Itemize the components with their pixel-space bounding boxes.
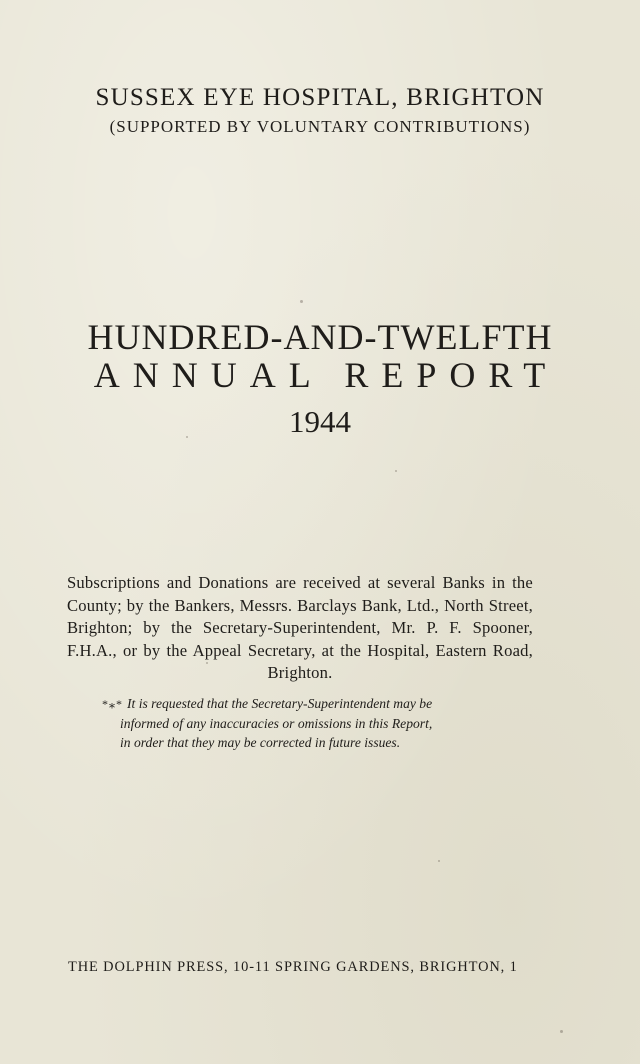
report-title-line-2: ANNUAL REPORT (93, 355, 559, 395)
support-line: (SUPPORTED BY VOLUNTARY CONTRIBUTIONS) (109, 117, 531, 136)
note-line-3: in order that they may be corrected in future issues. (120, 735, 401, 750)
paper-speck (438, 860, 440, 862)
note-line-2: informed of any inaccuracies or omissions in this Report, (120, 716, 433, 731)
asterism-mark: *⁎* (102, 697, 123, 711)
correction-note (102, 694, 482, 752)
paper-speck (206, 662, 208, 664)
subscriptions-paragraph: Subscriptions and Donations are received at several Banks in the County; by the Bankers, Messrs. Barclays Bank, Ltd., North Street, Brighton; by the Secretary-Superintendent, Mr. P. F. Spooner, F.H.A., or by the Appeal Secretary, at the Hospital, Eastern Road, Brighton. (67, 573, 533, 682)
paper-speck (186, 436, 188, 438)
note-line-1: It is requested that the Secretary-Superintendent may be (127, 696, 433, 711)
paper-speck (300, 300, 303, 303)
report-year: 1944 (289, 404, 351, 439)
printer-imprint: THE DOLPHIN PRESS, 10-11 SPRING GARDENS, BRIGHTON, 1 (68, 959, 518, 975)
paper-speck (560, 1030, 563, 1033)
report-title-line-1: HUNDRED-AND-TWELFTH (87, 317, 553, 357)
hospital-name: SUSSEX EYE HOSPITAL, BRIGHTON (95, 84, 545, 111)
paper-speck (395, 470, 397, 472)
